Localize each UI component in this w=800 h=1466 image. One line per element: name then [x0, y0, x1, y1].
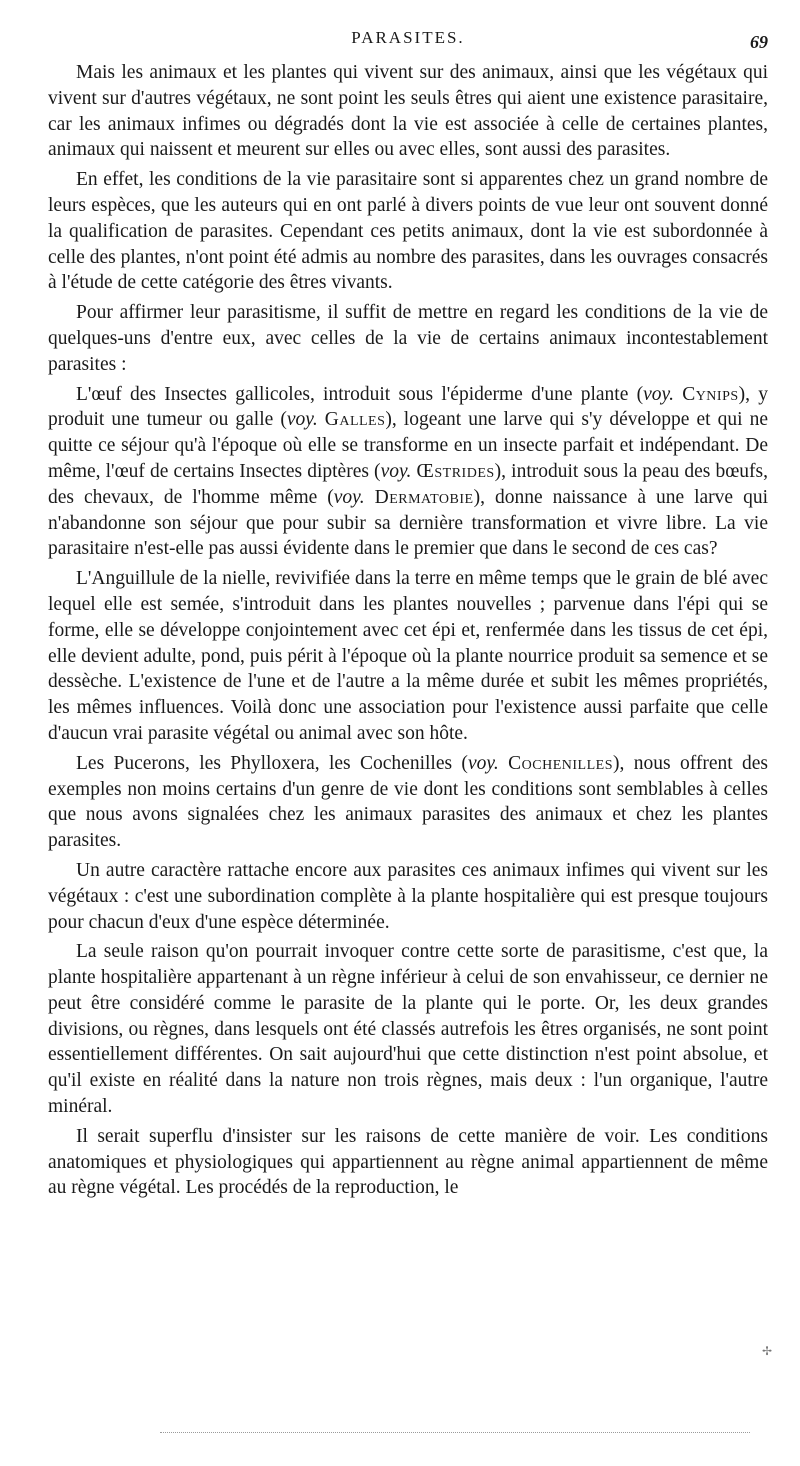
- cross-reference-cochenilles: Cochenilles: [508, 752, 614, 774]
- cross-reference-galles: Galles: [324, 409, 386, 431]
- paragraph-1: Mais les animaux et les plantes qui vivent sur des animaux, ainsi que les végétaux qui vivent sur d'autres végétaux, ne sont point les seuls êtres qui aient une existence parasitaire, car les animaux infimes ou dégradés dont la vie est associée à celle de certaines plantes, animaux qui naissent et meurent sur elles ou avec elles, sont aussi des parasites.: [48, 62, 768, 161]
- voy-abbrev: voy.: [286, 409, 318, 431]
- running-title: PARASITES.: [351, 28, 465, 47]
- paragraph-8: La seule raison qu'on pourrait invoquer contre cette sorte de parasitisme, c'est que, la plante hospitalière appartenant à un règne inférieur à celui de son envahisseur, ce dernier ne peut être considéré comme le parasite de la plante qui le porte. Or, les deux grandes divisions, ou règnes, dans lesquels ont été classés autrefois les êtres organisés, ne sont point essentiellement différentes. On sait aujourd'hui que cette distinction n'est point absolue, et qu'il existe en réalité dans la nature non trois règnes, mais deux : l'un organique, l'autre minéral.: [48, 941, 768, 1118]
- text-run: ), donne naissance à une larve qui n'abandonne son séjour que pour subir sa dernière transformation et vivre libre. La vie parasitaire n'est-elle pas aussi évidente dans le premier que dans le second de ces cas?: [48, 486, 768, 560]
- paragraph-2: En effet, les conditions de la vie parasitaire sont si apparentes chez un grand nombre de leurs espèces, que les auteurs qui en ont parlé à divers points de vue leur ont souvent donné la qualification de parasites. Cependant ces petits animaux, dont la vie est subordonnée à celle des plantes, n'ont point été admis au nombre des parasites, dans les ouvrages consacrés à l'étude de cette catégorie des êtres vivants.: [48, 169, 768, 294]
- text-run: ), y produit une tumeur ou galle (: [48, 383, 769, 431]
- voy-abbrev: voy.: [333, 486, 365, 508]
- cross-reference-cynips: Cynips: [682, 383, 739, 405]
- paragraph-7: Un autre caractère rattache encore aux parasites ces animaux infimes qui vivent sur les végétaux : c'est une subordination complète à la plante hospitalière qui est presque toujours pour chacun d'eux d'une espèce déterminée.: [48, 859, 768, 933]
- text-run: Les Pucerons, les Phylloxera, les Cochenilles (: [76, 752, 468, 774]
- paragraph-9: Il serait superflu d'insister sur les raisons de cette manière de voir. Les conditions anatomiques et physiologiques qui appartiennent au règne animal appartiennent de même au règne végétal. Les procédés de la reproduction, le: [48, 1125, 768, 1199]
- cross-reference-oestrides: Œstrides: [416, 460, 495, 482]
- text-run: ), introduit sous la peau des bœufs, des chevaux, de l'homme même (: [48, 460, 769, 508]
- page-header: [48, 24, 768, 54]
- cross-reference-dermatobie: Dermatobie: [374, 486, 474, 508]
- page-number: 69: [750, 32, 768, 52]
- page: [48, 24, 768, 1201]
- paragraph-4: [48, 382, 768, 563]
- voy-abbrev: voy.: [643, 383, 674, 405]
- text-run: ), nous offrent des exemples non moins certains d'un genre de vie dont les conditions sont semblables à celles que nous avons signalées chez les animaux parasites des animaux et chez les plantes parasites.: [48, 752, 769, 852]
- paragraph-3: Pour affirmer leur parasitisme, il suffit de mettre en regard les conditions de la vie de quelques-uns d'entre eux, avec celles de la vie de certains animaux incontestablement parasites :: [48, 302, 768, 375]
- voy-abbrev: voy.: [380, 460, 412, 482]
- footer-rule: [160, 1432, 750, 1433]
- voy-abbrev: voy.: [467, 752, 499, 774]
- printer-mark-icon: ✢: [762, 1344, 773, 1358]
- paragraph-5: L'Anguillule de la nielle, revivifiée dans la terre en même temps que le grain de blé avec lequel elle est semée, s'introduit dans les plantes nouvelles ; parvenue dans l'épi qui se forme, elle se développe conjointement avec cet épi et, renfermée dans les tissus de cet épi, elle devient adulte, pond, puis périt à l'époque où la plante nourrice produit sa semence et se dessèche. L'existence de l'une et de l'autre a la même durée et subit les mêmes propriétés, les mêmes influences. Voilà donc une association pour l'existence aussi parfaite que celle d'aucun vrai parasite végétal ou animal avec son hôte.: [48, 568, 768, 744]
- text-run: ), logeant une larve qui s'y développe et qui ne quitte ce séjour qu'à l'époque où elle se transforme en un insecte parfait et indépendant. De même, l'œuf de certains Insectes diptères (: [48, 409, 768, 482]
- text-run: L'œuf des Insectes gallicoles, introduit sous l'épiderme d'une plante (: [76, 383, 644, 405]
- paragraph-6: [48, 751, 768, 854]
